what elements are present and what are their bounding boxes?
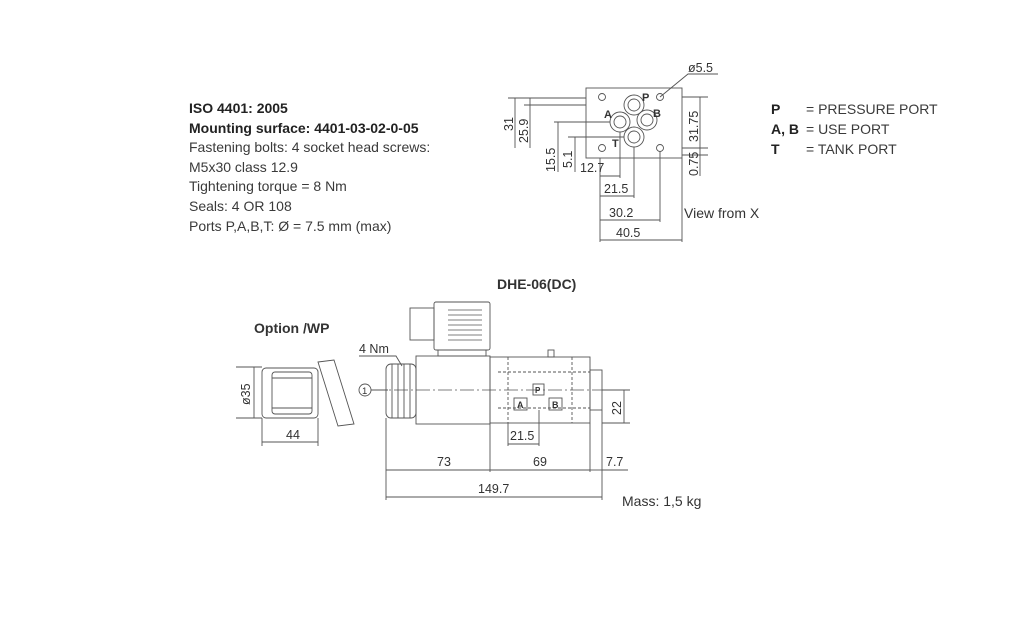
connector-body — [434, 302, 490, 350]
connector-ribs — [448, 310, 482, 340]
ports-label: Ports P,A,B,T: Ø = 7.5 mm (max) — [189, 217, 392, 234]
dim-31-75-label: 31.75 — [687, 110, 701, 142]
hole-dia-label: ø5.5 — [688, 61, 714, 75]
port-a-circle — [610, 112, 630, 132]
dim-21-5-label: 21.5 — [604, 182, 629, 196]
dim-0-75-label: 0.75 — [687, 151, 701, 176]
fastening-bolts-label: Fastening bolts: 4 socket head screws: — [189, 139, 431, 156]
legend-value: = USE PORT — [806, 121, 890, 137]
port-t-label: T — [612, 138, 619, 150]
fixing-hole — [599, 94, 606, 101]
callout-number: 1 — [362, 386, 368, 397]
port-b-mark: B — [552, 400, 559, 410]
bolts-spec-label: M5x30 class 12.9 — [189, 158, 298, 175]
view-caption: View from X — [684, 205, 760, 221]
port-a-inner — [614, 116, 626, 128]
dim-12-7-label: 12.7 — [580, 161, 605, 175]
coil-lock-nut — [386, 364, 416, 418]
port-t-circle — [624, 127, 644, 147]
dim-5-1-label: 5.1 — [561, 150, 575, 168]
dim-149-7-label: 149.7 — [478, 482, 510, 496]
dim-69-label: 69 — [533, 455, 547, 469]
mounting-surface-label: Mounting surface: 4401-03-02-0-05 — [189, 119, 419, 136]
legend-value: = TANK PORT — [806, 141, 897, 157]
dim-dia35-label: ø35 — [239, 383, 253, 405]
legend-key: T — [771, 141, 780, 157]
fixing-hole — [657, 145, 664, 152]
dim-25-9-label: 25.9 — [517, 118, 531, 143]
dim-7-7-label: 7.7 — [606, 455, 624, 469]
standard-label: ISO 4401: 2005 — [189, 100, 288, 116]
torque-leader — [359, 356, 402, 366]
port-t-inner — [628, 131, 640, 143]
dim-21-5-valve-label: 21.5 — [510, 429, 535, 443]
wp-boot-flange — [318, 360, 354, 426]
dim-30-2-label: 30.2 — [609, 206, 634, 220]
mass-label: Mass: 1,5 kg — [622, 493, 702, 509]
option-wp-view — [236, 320, 354, 446]
port-a-mark: A — [517, 400, 524, 410]
wp-boot-body — [262, 368, 318, 418]
mounting-surface-view — [502, 61, 760, 242]
legend-key: A, B — [771, 121, 799, 137]
dim-44-label: 44 — [286, 428, 300, 442]
connector-base — [438, 350, 486, 356]
seals-label: Seals: 4 OR 108 — [189, 197, 292, 214]
hole-leader — [660, 74, 718, 97]
dim-40-5-label: 40.5 — [616, 226, 641, 240]
fixing-hole — [599, 145, 606, 152]
port-p-mark: P — [535, 386, 541, 395]
dim-22-label: 22 — [610, 401, 624, 415]
port-p-label: P — [642, 92, 650, 104]
legend-key: P — [771, 101, 781, 117]
port-b-inner — [641, 114, 653, 126]
dim-15-5-label: 15.5 — [544, 147, 558, 172]
legend-value: = PRESSURE PORT — [806, 101, 938, 117]
valve-title: DHE-06(DC) — [497, 276, 577, 292]
port-b-label: B — [653, 108, 661, 120]
valve-side-view — [359, 276, 701, 509]
torque-label: 4 Nm — [359, 342, 389, 356]
connector-cable-gland — [410, 308, 434, 340]
port-a-label: A — [604, 109, 612, 121]
tightening-torque-label: Tightening torque = 8 Nm — [189, 178, 347, 195]
dim-31-label: 31 — [502, 117, 516, 131]
body-plug — [548, 350, 554, 357]
dim-73-label: 73 — [437, 455, 451, 469]
port-p-inner — [628, 99, 640, 111]
option-wp-label: Option /WP — [254, 320, 330, 336]
